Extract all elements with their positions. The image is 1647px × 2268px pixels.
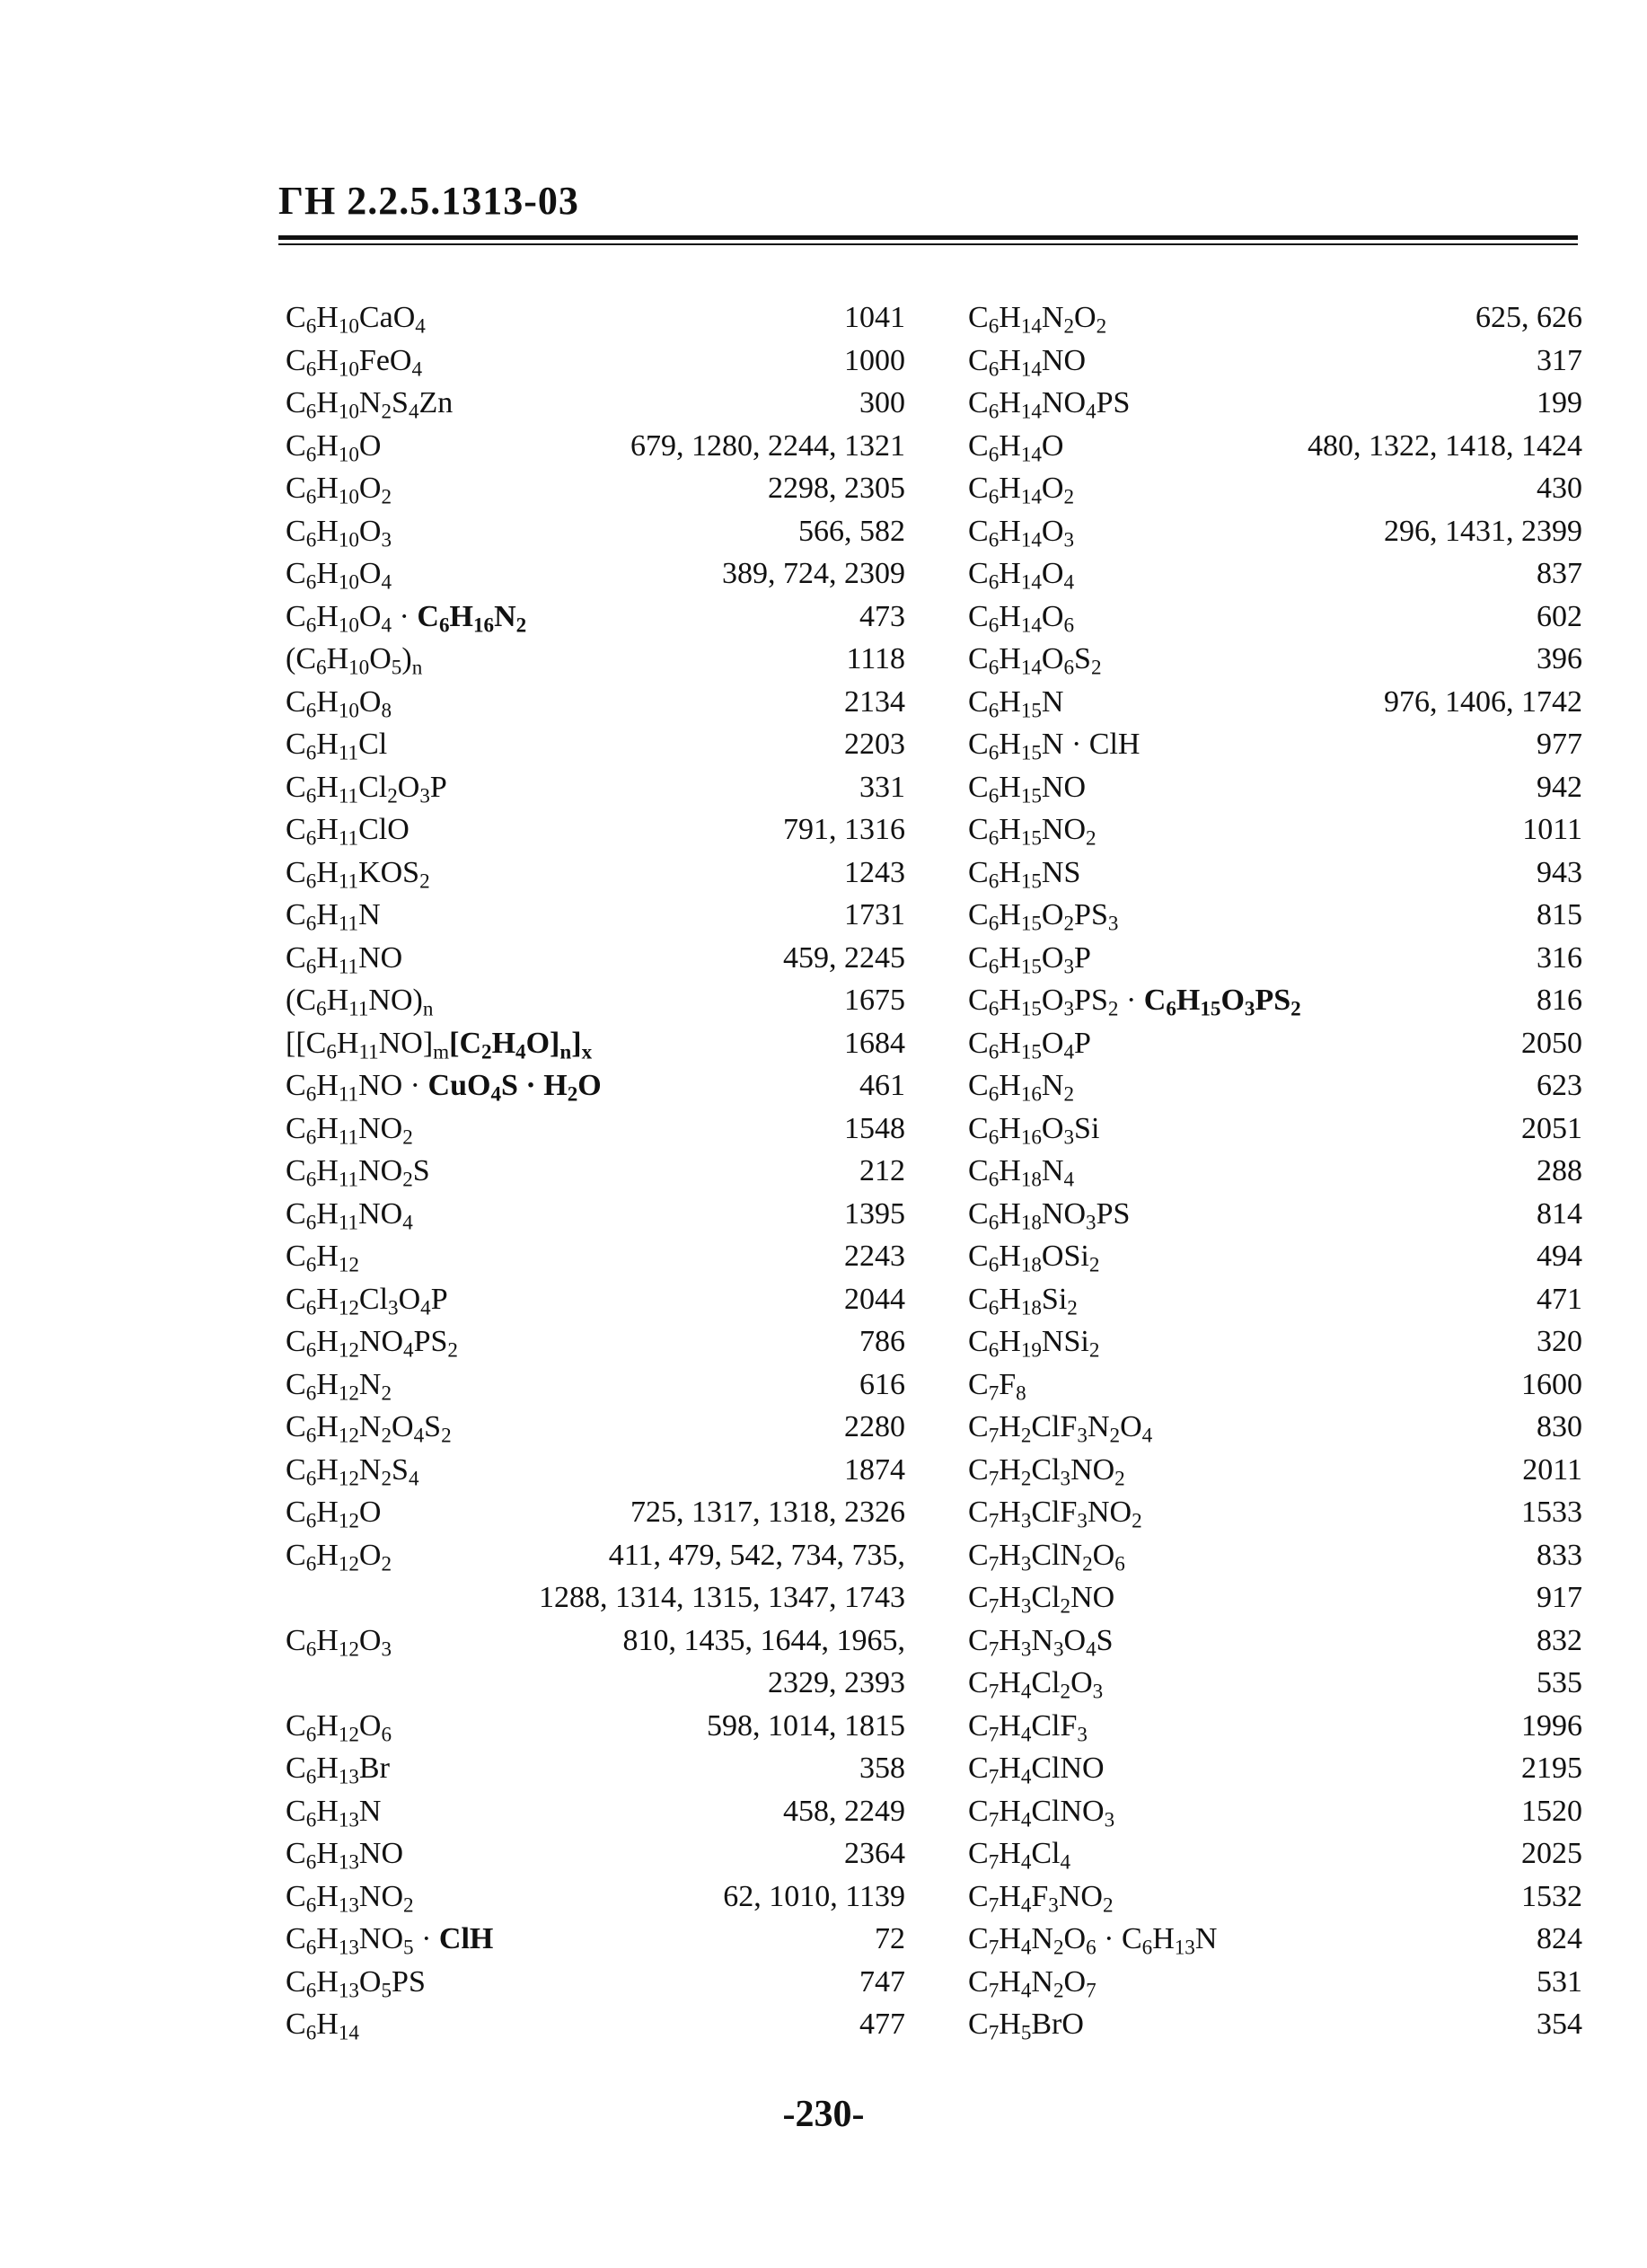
entry-numbers: 1011 — [1522, 813, 1582, 846]
index-entry — [968, 382, 1582, 425]
formula: $C_7H_4N_2O_7$ — [968, 1964, 1097, 2002]
index-entry — [286, 1406, 905, 1449]
index-entry — [286, 638, 905, 681]
index-entry — [968, 1875, 1582, 1919]
index-entry — [968, 1150, 1582, 1193]
index-entry — [286, 766, 905, 809]
entry-numbers: 2025 — [1521, 1837, 1582, 1870]
formula: $C_7H_2Cl_3NO_2$ — [968, 1452, 1125, 1490]
index-entry — [968, 1832, 1582, 1875]
entry-numbers: 296, 1431, 2399 — [1384, 514, 1582, 548]
formula: $C_6H_{14}O_2$ — [968, 472, 1075, 509]
formula: $C_6H_{18}OSi_2$ — [968, 1240, 1100, 1277]
formula: $C_6H_{12}N_2O_4S_2$ — [286, 1410, 452, 1448]
formula: $C_6H_{18}N_4$ — [968, 1154, 1075, 1192]
formula: $C_6H_{18}Si_2$ — [968, 1282, 1078, 1319]
entry-numbers: 473 — [859, 599, 905, 633]
index-entry — [968, 596, 1582, 639]
entry-numbers: 679, 1280, 2244, 1321 — [630, 428, 905, 463]
index-entry — [286, 1363, 905, 1407]
entry-numbers: 2050 — [1521, 1026, 1582, 1060]
formula: $C_6H_{11}NO_2S$ — [286, 1154, 430, 1192]
page-number: -230- — [782, 2094, 865, 2135]
formula: $C_6H_{11}N$ — [286, 898, 381, 936]
formula: $C_6H_{14}NO_4PS$ — [968, 386, 1131, 424]
entry-numbers: 1395 — [844, 1196, 905, 1231]
index-entry — [968, 1449, 1582, 1492]
formula: $C_6H_{13}Br$ — [286, 1752, 390, 1789]
entry-numbers: 917 — [1537, 1581, 1582, 1614]
index-entry — [286, 1619, 905, 1663]
entry-numbers: 1684 — [844, 1026, 905, 1060]
entry-numbers: 2298, 2305 — [768, 472, 905, 505]
formula: $C_7H_3ClN_2O_6$ — [968, 1538, 1125, 1575]
entry-numbers: 616 — [859, 1367, 905, 1401]
entry-numbers: 317 — [1537, 343, 1582, 377]
formula: $C_6H_{15}O_2PS_3$ — [968, 898, 1119, 936]
formula: $C_7H_4N_2O_6 \cdot C_6H_{13}N$ — [968, 1922, 1218, 1960]
formula: $C_6H_{15}N$ — [968, 684, 1064, 722]
entry-numbers: 1000 — [844, 343, 905, 377]
entry-numbers: 830 — [1537, 1410, 1582, 1443]
entry-numbers: 430 — [1537, 472, 1582, 505]
index-entry — [286, 852, 905, 895]
formula: $C_6H_{13}NO$ — [286, 1837, 404, 1875]
index-entry — [286, 681, 905, 724]
entry-numbers: 977 — [1537, 728, 1582, 761]
index-entry — [286, 1108, 905, 1151]
index-entry — [968, 979, 1582, 1022]
formula: $C_6H_{14}O$ — [968, 428, 1064, 466]
entry-numbers: 1548 — [844, 1111, 905, 1145]
entry-numbers: 1532 — [1521, 1879, 1582, 1913]
formula: $(C_6H_{11}NO)_n$ — [286, 984, 434, 1021]
entry-numbers: 837 — [1537, 557, 1582, 590]
entry-numbers: 833 — [1537, 1538, 1582, 1572]
entry-numbers: 810, 1435, 1644, 1965, — [622, 1623, 905, 1657]
index-entry — [968, 937, 1582, 980]
formula: $C_6H_{12}O_6$ — [286, 1708, 392, 1746]
index-entry — [286, 1705, 905, 1748]
formula: $C_6H_{11}Cl_2O_3P$ — [286, 770, 447, 807]
formula: $C_6H_{16}O_3Si$ — [968, 1111, 1100, 1149]
formula: $C_6H_{11}ClO$ — [286, 813, 410, 851]
index-entry — [968, 340, 1582, 383]
entry-numbers: 814 — [1537, 1196, 1582, 1231]
index-entry — [968, 1662, 1582, 1705]
entry-numbers: 1118 — [846, 642, 905, 675]
entry-numbers: 358 — [859, 1752, 905, 1785]
formula: $C_7H_3ClF_3NO_2$ — [968, 1496, 1142, 1533]
index-entry — [286, 425, 905, 468]
entry-numbers: 2203 — [844, 728, 905, 761]
index-entry — [968, 2003, 1582, 2046]
entry-numbers: 747 — [859, 1964, 905, 1999]
index-entry — [968, 723, 1582, 766]
header-rule-thick — [278, 235, 1578, 240]
index-entry — [286, 382, 905, 425]
index-entry — [286, 1491, 905, 1534]
entry-numbers: 461 — [859, 1069, 905, 1102]
entry-numbers: 320 — [1537, 1325, 1582, 1358]
index-entry — [968, 1747, 1582, 1790]
formula: $C_6H_{14}N_2O_2$ — [968, 301, 1107, 339]
formula: $C_6H_{13}NO_2$ — [286, 1879, 414, 1917]
formula: $C_7H_4ClNO_3$ — [968, 1794, 1115, 1831]
index-entry — [968, 1320, 1582, 1363]
formula: $C_6H_{10}O_2$ — [286, 472, 392, 509]
index-entry — [286, 808, 905, 852]
document-header-title: ГН 2.2.5.1313-03 — [278, 179, 579, 223]
entry-numbers: 625, 626 — [1475, 301, 1582, 334]
entry-numbers: 832 — [1537, 1623, 1582, 1657]
entry-numbers: 1520 — [1521, 1794, 1582, 1828]
entry-numbers: 1996 — [1521, 1708, 1582, 1743]
entry-numbers: 2364 — [844, 1837, 905, 1870]
entry-numbers: 300 — [859, 386, 905, 419]
entry-numbers: 1600 — [1521, 1367, 1582, 1401]
index-entry — [286, 1150, 905, 1193]
formula: $C_6H_{13}N$ — [286, 1794, 382, 1831]
index-entry — [968, 1619, 1582, 1663]
entry-numbers: 354 — [1537, 2008, 1582, 2041]
index-entry — [286, 1875, 905, 1919]
entry-numbers: 815 — [1537, 898, 1582, 931]
formula: $C_7H_4Cl_2O_3$ — [968, 1666, 1104, 1704]
index-entry — [286, 937, 905, 980]
entry-numbers: 2280 — [844, 1410, 905, 1443]
index-entry — [286, 1235, 905, 1278]
index-entry — [968, 681, 1582, 724]
entry-numbers: 623 — [1537, 1069, 1582, 1102]
index-entry — [286, 296, 905, 340]
index-entry — [286, 1278, 905, 1321]
index-entry — [968, 766, 1582, 809]
entry-numbers: 2051 — [1521, 1111, 1582, 1145]
entry-numbers: 976, 1406, 1742 — [1384, 684, 1582, 719]
entry-numbers: 816 — [1537, 984, 1582, 1017]
formula: $C_7F_8$ — [968, 1367, 1026, 1405]
entry-numbers: 396 — [1537, 642, 1582, 675]
entry-numbers: 1874 — [844, 1452, 905, 1487]
index-entry — [286, 1534, 905, 1577]
entry-numbers: 331 — [859, 770, 905, 804]
index-entry — [968, 1576, 1582, 1619]
formula: $C_7H_4ClF_3$ — [968, 1708, 1088, 1746]
index-entry — [286, 1832, 905, 1875]
index-entry — [968, 1193, 1582, 1236]
entry-numbers: 725, 1317, 1318, 2326 — [630, 1496, 905, 1529]
index-entry — [968, 1022, 1582, 1065]
formula: $C_6H_{15}O_3P$ — [968, 940, 1091, 978]
formula: $C_6H_{12}N_2S_4$ — [286, 1452, 419, 1490]
index-entry — [286, 1193, 905, 1236]
entry-numbers: 598, 1014, 1815 — [707, 1708, 905, 1743]
entry-numbers: 786 — [859, 1325, 905, 1358]
index-entry — [286, 1320, 905, 1363]
entry-numbers: 602 — [1537, 599, 1582, 633]
index-entry — [286, 596, 905, 639]
index-entry — [968, 1491, 1582, 1534]
formula: $C_6H_{11}NO_4$ — [286, 1196, 413, 1234]
index-column-right — [968, 296, 1582, 2046]
entry-numbers: 316 — [1537, 940, 1582, 975]
index-entry — [286, 467, 905, 510]
formula: $C_6H_{10}O_4 \cdot C_6H_{16}N_2$ — [286, 599, 527, 637]
entry-numbers: 535 — [1537, 1666, 1582, 1699]
header-rule-thin — [278, 243, 1578, 245]
formula: $C_6H_{12}N_2$ — [286, 1367, 392, 1405]
entry-numbers: 411, 479, 542, 734, 735, — [608, 1538, 905, 1572]
formula: $C_6H_{18}NO_3PS$ — [968, 1196, 1131, 1234]
index-column-left — [286, 296, 905, 2046]
entry-numbers: 477 — [859, 2008, 905, 2041]
formula: $C_6H_{13}O_5PS$ — [286, 1964, 426, 2002]
index-entry — [968, 467, 1582, 510]
formula: $C_6H_{12}NO_4PS_2$ — [286, 1325, 458, 1363]
index-entry — [968, 1363, 1582, 1407]
formula: $C_7H_3N_3O_4S$ — [968, 1623, 1114, 1661]
entry-numbers: 531 — [1537, 1964, 1582, 1999]
formula: $C_6H_{10}CaO_4$ — [286, 301, 426, 339]
entry-numbers: 471 — [1537, 1282, 1582, 1316]
entry-numbers: 1243 — [844, 855, 905, 889]
formula: $C_6H_{14}O_4$ — [968, 557, 1075, 595]
formula: $[[C_6H_{11}NO]_m[C_2H_4O]_n]_x$ — [286, 1026, 593, 1063]
entry-numbers: 288 — [1537, 1154, 1582, 1187]
index-entry — [286, 510, 905, 553]
formula: $C_6H_{15}O_4P$ — [968, 1026, 1091, 1063]
entry-numbers: 2134 — [844, 684, 905, 719]
index-entry — [286, 1790, 905, 1833]
formula: $C_6H_{11}Cl$ — [286, 728, 388, 765]
index-entry — [968, 1918, 1582, 1961]
entry-numbers: 824 — [1537, 1922, 1582, 1955]
formula: $C_6H_{13}NO_5$ · ClH — [286, 1922, 494, 1960]
formula: $C_7H_5BrO$ — [968, 2008, 1084, 2045]
formula: $C_6H_{12}Cl_3O_4P$ — [286, 1282, 448, 1319]
index-entry — [968, 1961, 1582, 2004]
entry-numbers: 2243 — [844, 1240, 905, 1273]
entry-numbers: 1041 — [844, 301, 905, 334]
index-entry — [968, 1534, 1582, 1577]
index-entry — [968, 425, 1582, 468]
formula: $C_6H_{12}$ — [286, 1240, 359, 1277]
formula: $C_6H_{14}NO$ — [968, 343, 1087, 381]
formula: $C_6H_{12}O_2$ — [286, 1538, 392, 1575]
entry-numbers: 2011 — [1522, 1452, 1582, 1487]
formula: $C_6H_{14}O_3$ — [968, 514, 1075, 552]
index-entry — [968, 1235, 1582, 1278]
index-entry — [968, 1278, 1582, 1321]
index-entry — [968, 638, 1582, 681]
entry-numbers: 943 — [1537, 855, 1582, 889]
formula: $C_6H_{12}O$ — [286, 1496, 382, 1533]
entry-numbers: 2195 — [1521, 1752, 1582, 1785]
index-entry — [286, 1918, 905, 1961]
formula: $C_6H_{14}$ — [286, 2008, 359, 2045]
index-entry — [968, 808, 1582, 852]
index-entry — [968, 1406, 1582, 1449]
formula: $C_6H_{19}NSi_2$ — [968, 1325, 1100, 1363]
index-entry — [968, 1790, 1582, 1833]
index-entry — [968, 296, 1582, 340]
formula: $C_6H_{15}O_3PS_2 \cdot C_6H_{15}O_3PS_2$ — [968, 984, 1301, 1021]
index-entry — [968, 1108, 1582, 1151]
formula: $C_7H_4F_3NO_2$ — [968, 1879, 1114, 1917]
entry-numbers: 1675 — [844, 984, 905, 1017]
entry-numbers: 942 — [1537, 770, 1582, 804]
index-entry — [286, 340, 905, 383]
index-entry — [286, 1662, 905, 1705]
entry-numbers: 72 — [875, 1922, 905, 1955]
index-entry — [968, 1064, 1582, 1108]
entry-numbers: 458, 2249 — [783, 1794, 905, 1828]
formula: $C_6H_{14}O_6$ — [968, 599, 1075, 637]
entry-numbers: 494 — [1537, 1240, 1582, 1273]
index-entry — [968, 894, 1582, 937]
formula: $C_6H_{11}NO_2$ — [286, 1111, 413, 1149]
entry-numbers: 2329, 2393 — [768, 1666, 905, 1699]
formula: $C_6H_{10}FeO_4$ — [286, 343, 423, 381]
formula: $C_6H_{10}O_8$ — [286, 684, 392, 722]
entry-numbers: 62, 1010, 1139 — [723, 1879, 905, 1913]
formula: $C_6H_{12}O_3$ — [286, 1623, 392, 1661]
entry-numbers: 1731 — [844, 898, 905, 931]
index-entry — [968, 552, 1582, 596]
formula: $C_6H_{10}O_3$ — [286, 514, 392, 552]
entry-numbers: 1288, 1314, 1315, 1347, 1743 — [539, 1581, 905, 1614]
index-entry — [286, 1961, 905, 2004]
formula: $(C_6H_{10}O_5)_n$ — [286, 642, 423, 680]
entry-numbers: 791, 1316 — [783, 813, 905, 846]
index-entry — [286, 723, 905, 766]
formula: $C_6H_{15}NO_2$ — [968, 813, 1097, 851]
formula: $C_7H_4Cl_4$ — [968, 1837, 1071, 1875]
formula: $C_6H_{14}O_6S_2$ — [968, 642, 1102, 680]
index-entry — [286, 979, 905, 1022]
entry-numbers: 199 — [1537, 386, 1582, 419]
formula: $C_6H_{15}N$ · ClH — [968, 728, 1141, 765]
formula: $C_6H_{10}N_2S_4Zn$ — [286, 386, 454, 424]
formula: $C_6H_{10}O$ — [286, 428, 382, 466]
formula: $C_6H_{16}N_2$ — [968, 1069, 1075, 1107]
formula: $C_7H_4ClNO$ — [968, 1752, 1105, 1789]
index-entry — [286, 552, 905, 596]
index-entry — [968, 1705, 1582, 1748]
entry-numbers: 389, 724, 2309 — [722, 557, 905, 590]
formula: $C_6H_{11}KOS_2$ — [286, 855, 430, 893]
index-entry — [286, 1576, 905, 1619]
formula: $C_6H_{15}NS$ — [968, 855, 1081, 893]
formula: $C_7H_3Cl_2NO$ — [968, 1581, 1115, 1619]
formula: $C_6H_{11}NO \cdot CuO_4S \cdot H_2O$ — [286, 1069, 602, 1107]
entry-numbers: 212 — [859, 1154, 905, 1187]
formula: $C_6H_{15}NO$ — [968, 770, 1087, 807]
entry-numbers: 566, 582 — [798, 514, 905, 548]
formula: $C_6H_{10}O_4$ — [286, 557, 392, 595]
index-entry — [286, 2003, 905, 2046]
formula: $C_7H_2ClF_3N_2O_4$ — [968, 1410, 1153, 1448]
index-entry — [286, 1064, 905, 1108]
entry-numbers: 459, 2245 — [783, 940, 905, 975]
entry-numbers: 2044 — [844, 1282, 905, 1316]
index-entry — [286, 1747, 905, 1790]
entry-numbers: 480, 1322, 1418, 1424 — [1308, 428, 1582, 463]
index-entry — [286, 1449, 905, 1492]
index-entry — [286, 894, 905, 937]
formula: $C_6H_{11}NO$ — [286, 940, 403, 978]
entry-numbers: 1533 — [1521, 1496, 1582, 1529]
index-entry — [968, 852, 1582, 895]
index-entry — [968, 510, 1582, 553]
index-entry — [286, 1022, 905, 1065]
